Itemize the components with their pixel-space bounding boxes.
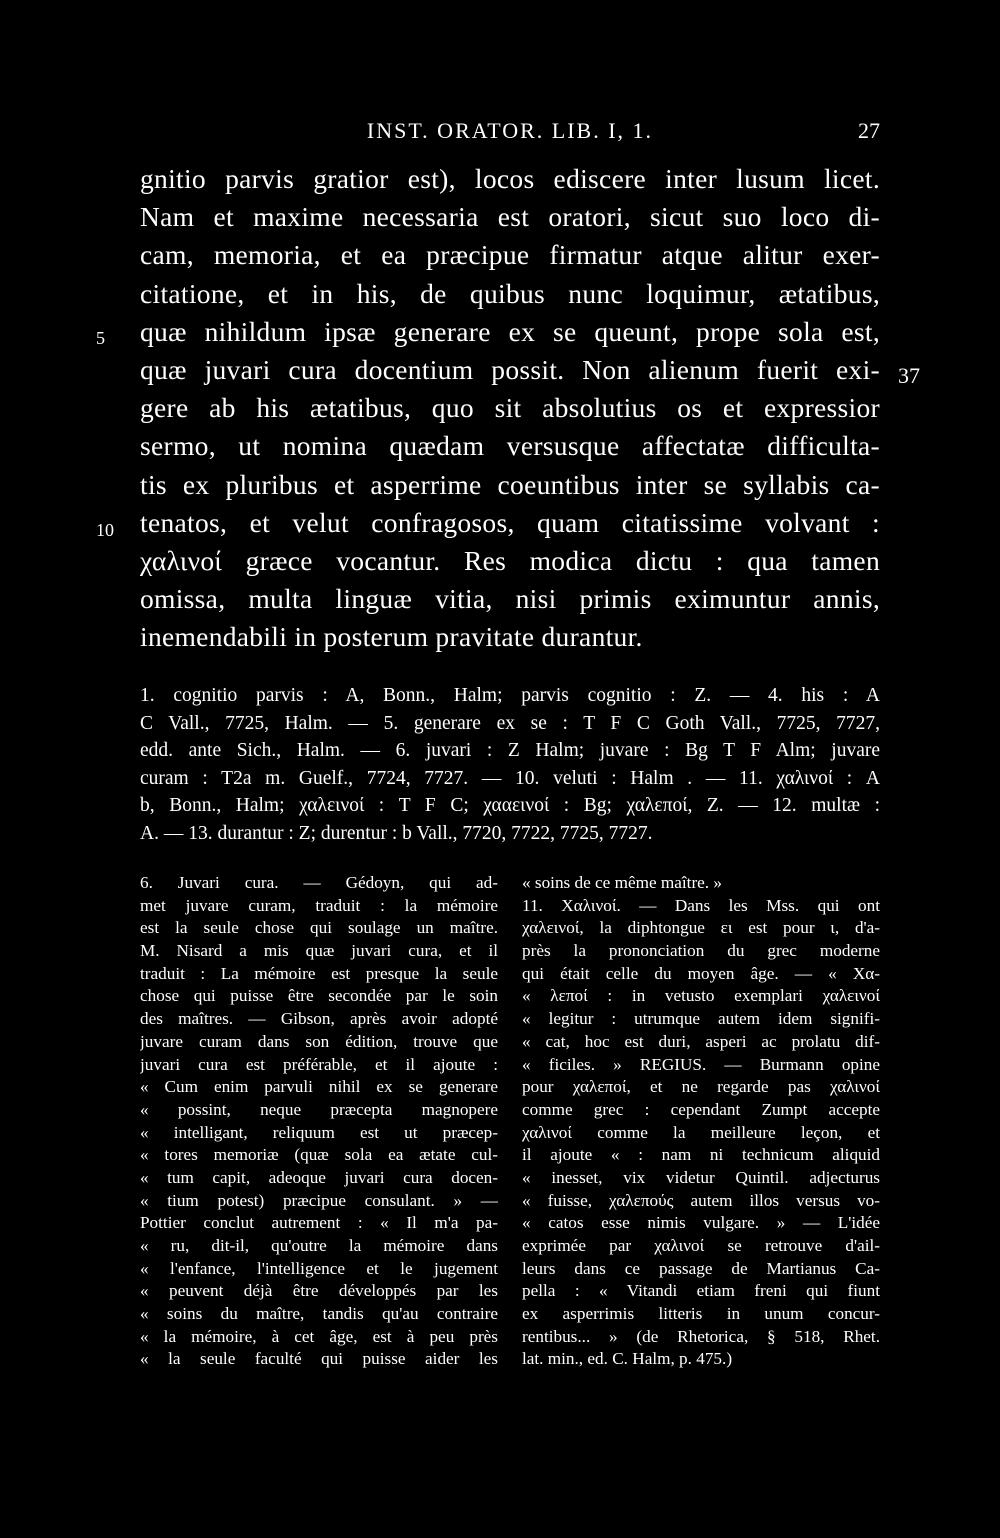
note-line: « soins du maître, tandis qu'au contraire	[140, 1304, 498, 1324]
note-line: « tium potest) præcipue consulant. » —	[140, 1190, 498, 1210]
text-line: inemendabili in posterum pravitate durantur.	[140, 621, 643, 653]
text-line: gere ab his ætatibus, quo sit absolutius os et expressior	[140, 392, 880, 424]
note-line: rentibus... » (de Rhetorica, § 518, Rhet.	[522, 1326, 880, 1346]
note-line: « intelligant, reliquum est ut præcep-	[140, 1122, 498, 1142]
apparatus-line: curam : T2a m. Guelf., 7724, 7727. — 10. veluti : Halm . — 11. χαλινοί : A	[140, 767, 880, 789]
note-line: « ficiles. » REGIUS. — Burmann opine	[522, 1054, 880, 1074]
text-line: sermo, ut nomina quædam versusque affectatæ difficulta-	[140, 430, 880, 462]
note-line: « possint, neque præcepta magnopere	[140, 1099, 498, 1119]
note-line: qui était celle du moyen âge. — « Χα-	[522, 963, 880, 983]
note-line: χαλεινοί, la diphtongue ει est pour ι, d'a-	[522, 918, 880, 938]
text-line: citatione, et in his, de quibus nunc loquimur, ætatibus,	[140, 277, 880, 309]
note-line: « λεποί : in vetusto exemplari χαλεινοί	[522, 986, 880, 1006]
text-line: cam, memoria, et ea præcipue firmatur atque alitur exer-	[140, 239, 880, 271]
note-line: 6. Juvari cura. — Gédoyn, qui ad-	[140, 873, 498, 892]
apparatus-line: 1. cognitio parvis : A, Bonn., Halm; parvis cognitio : Z. — 4. his : A	[140, 685, 880, 706]
running-title: INST. ORATOR. LIB. I, 1.	[366, 118, 654, 143]
text-line: tis ex pluribus et asperrime coeuntibus inter se syllabis ca-	[140, 468, 880, 500]
note-line: « tum capit, adeoque juvari cura docen-	[140, 1167, 498, 1187]
notes-column-left	[140, 872, 498, 1371]
apparatus-line: edd. ante Sich., Halm. — 6. juvari : Z Halm; juvare : Bg T F Alm; juvare	[140, 740, 880, 762]
apparatus-line: C Vall., 7725, Halm. — 5. generare ex se : T F C Goth Vall., 7725, 7727,	[140, 712, 880, 734]
note-line: près la prononciation du grec moderne	[522, 941, 880, 961]
text-line: omissa, multa linguæ vitia, nisi primis eximuntur annis,	[140, 583, 880, 615]
note-line: lat. min., ed. C. Halm, p. 475.)	[522, 1349, 733, 1369]
note-line: χαλινοί comme la meilleure leçon, et	[522, 1122, 880, 1142]
note-line: « cat, hoc est duri, asperi ac prolatu dif-	[522, 1031, 880, 1051]
text-line: χαλινοί græce vocantur. Res modica dictu : qua tamen	[140, 544, 880, 576]
line-number-10: 10	[96, 520, 114, 540]
note-line: « legitur : utrumque autem idem signifi-	[522, 1009, 880, 1029]
note-line: « la seule faculté qui puisse aider les	[140, 1349, 498, 1369]
text-line: gnitio parvis gratior est), locos ediscere inter lusum licet.	[140, 163, 880, 194]
note-line: juvari cura est préférable, et il ajoute :	[140, 1054, 498, 1074]
notes-column-right	[522, 872, 880, 1371]
note-line: pella : « Vitandi etiam freni qui fiunt	[522, 1281, 880, 1301]
apparatus-line: A. — 13. durantur : Z; durentur : b Vall., 7720, 7722, 7725, 7727.	[140, 822, 653, 844]
note-line: met juvare curam, traduit : la mémoire	[140, 895, 498, 915]
note-line: « inesset, vix videtur Quintil. adjecturus	[522, 1167, 880, 1187]
note-line: exprimée par χαλινοί se retrouve d'ail-	[522, 1236, 880, 1255]
note-line: « fuisse, χαλεπούς autem illos versus vo-	[522, 1190, 880, 1210]
page-number: 27	[858, 118, 880, 143]
note-line: traduit : La mémoire est presque la seule	[140, 963, 498, 983]
text-line: tenatos, et velut confragosos, quam citatissime volvant :	[140, 506, 880, 538]
note-line: leurs dans ce passage de Martianus Ca-	[522, 1258, 880, 1278]
note-line: « catos esse nimis vulgare. » — L'idée	[522, 1213, 880, 1233]
note-line: « soins de ce même maître. »	[522, 873, 722, 892]
running-head	[140, 116, 880, 150]
note-line: il ajoute « : nam ni technicum aliquid	[522, 1145, 880, 1165]
note-line: « la mémoire, à cet âge, est à peu près	[140, 1326, 498, 1346]
note-line: est la seule chose qui soulage un maître.	[140, 918, 498, 938]
note-line: « ru, dit-il, qu'outre la mémoire dans	[140, 1236, 498, 1255]
note-line: « peuvent déjà être développés par les	[140, 1281, 498, 1301]
note-line: pour χαλεποί, et ne regarde pas χαλινοί	[522, 1077, 880, 1097]
note-line: comme grec : cependant Zumpt accepte	[522, 1099, 880, 1119]
note-line: 11. Χαλινοί. — Dans les Mss. qui ont	[522, 895, 880, 915]
note-line: M. Nisard a mis quæ juvari cura, et il	[140, 941, 498, 961]
main-latin-text	[140, 160, 880, 656]
critical-apparatus	[140, 682, 880, 848]
margin-section-number: 37	[898, 363, 920, 388]
text-line: Nam et maxime necessaria est oratori, sicut suo loco di-	[140, 201, 880, 233]
apparatus-line: b, Bonn., Halm; χαλεινοί : T F C; χααεινοί : Bg; χαλεποί, Z. — 12. multæ :	[140, 795, 880, 817]
note-line: « tores memoriæ (quæ sola ea ætate cul-	[140, 1145, 498, 1165]
note-line: « l'enfance, l'intelligence et le jugement	[140, 1258, 498, 1278]
note-line: chose qui puisse être secondée par le soin	[140, 986, 498, 1006]
note-line: ex asperrimis litteris in unum concur-	[522, 1304, 880, 1324]
note-line: juvare curam dans son édition, trouve que	[140, 1031, 498, 1051]
text-line: quæ juvari cura docentium possit. Non alienum fuerit exi-	[140, 353, 880, 385]
line-number-5: 5	[96, 328, 105, 348]
note-line: « Cum enim parvuli nihil ex se generare	[140, 1077, 498, 1097]
note-line: des maîtres. — Gibson, après avoir adopté	[140, 1009, 498, 1029]
text-line: quæ nihildum ipsæ generare ex se queunt, prope sola est,	[140, 315, 880, 347]
note-line: Pottier conclut autrement : « Il m'a pa-	[140, 1213, 498, 1233]
